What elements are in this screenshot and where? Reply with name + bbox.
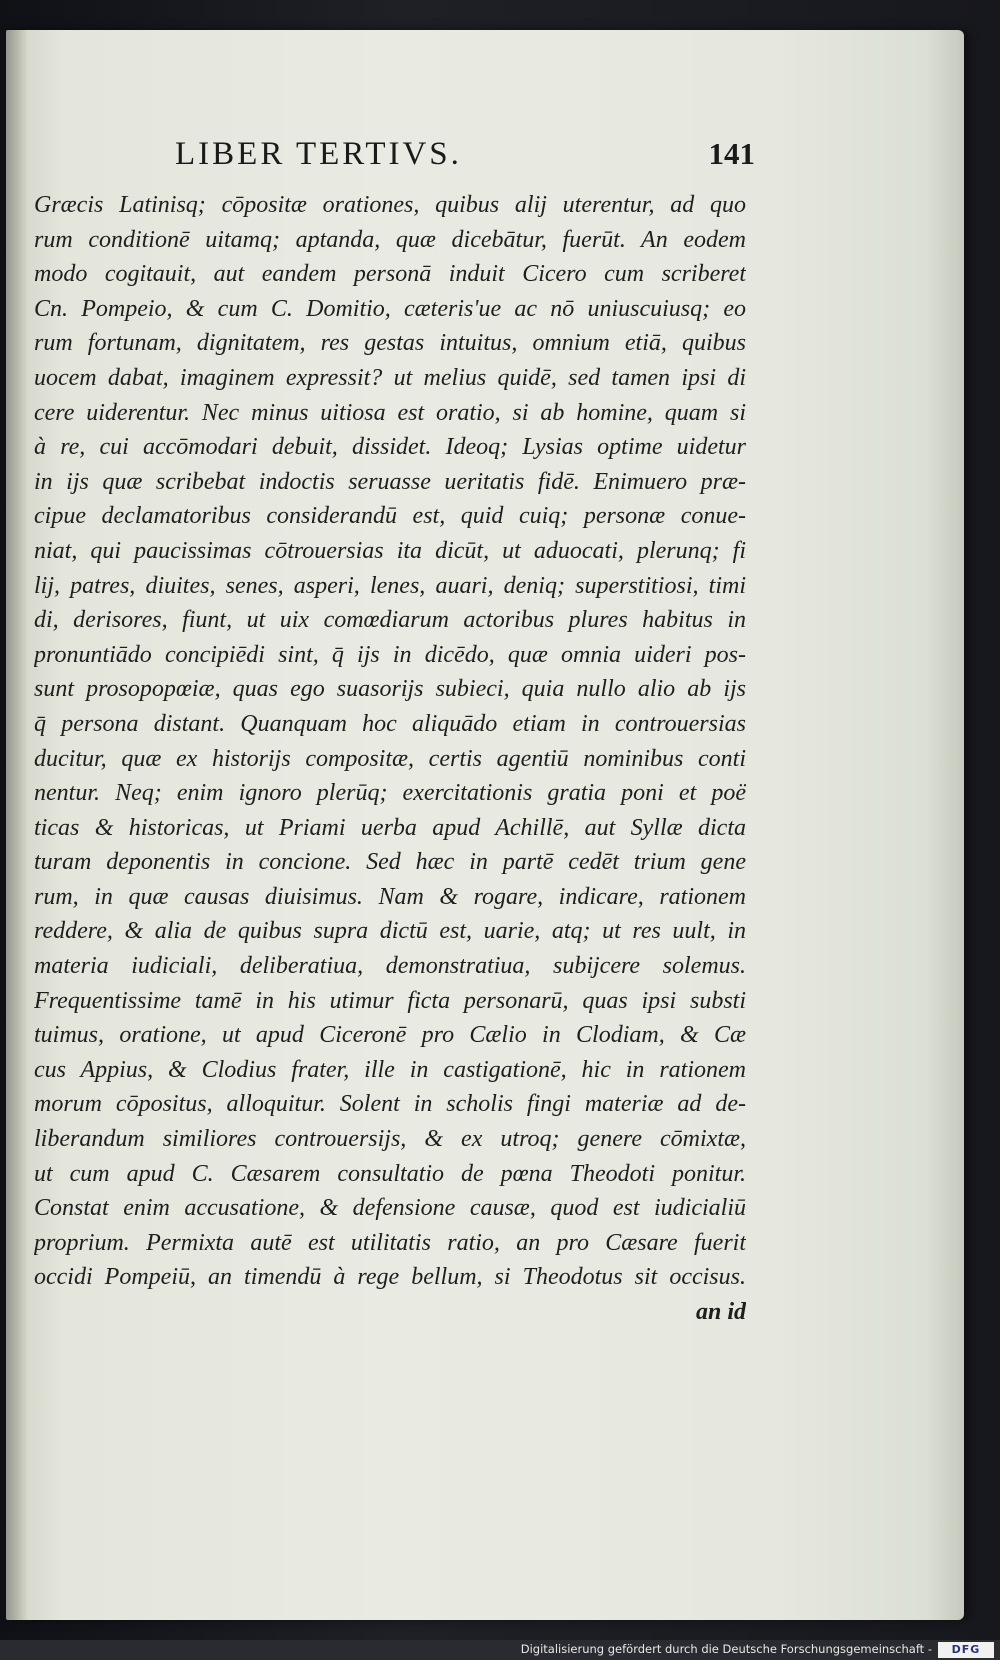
catchword: an id — [695, 1299, 746, 1325]
text-line: rum, in quæ causas diuisimus. Nam & rogare, indicare, rationem — [34, 883, 746, 910]
text-line: Cn. Pompeio, & cum C. Domitio, cæteris'ue ac nō uniuscuiusq; eo — [34, 295, 746, 322]
text-line: modo cogitauit, aut eandem personā induit Cicero cum scriberet — [34, 261, 746, 288]
text-line: rum fortunam, dignitatem, res gestas intuitus, omnium etiā, quibus — [34, 330, 746, 357]
text-line: occidi Pompeiū, an timendū à rege bellum, si Theodotus sit occisus. — [34, 1264, 746, 1291]
text-line: uocem dabat, imaginem expressit? ut melius quidē, sed tamen ipsi di — [34, 364, 746, 391]
text-block — [34, 188, 746, 1330]
text-line: turam deponentis in concione. Sed hæc in partē cedēt trium gene — [34, 849, 746, 876]
text-line: sunt prosopopœiæ, quas ego suasorijs subieci, quia nullo alio ab ijs — [34, 676, 746, 703]
text-line: cus Appius, & Clodius frater, ille in castigationē, hic in rationem — [34, 1056, 746, 1083]
text-line: cere uiderentur. Nec minus uitiosa est oratio, si ab homine, quam si — [34, 399, 746, 426]
footer-credit: Digitalisierung gefördert durch die Deutsche Forschungsgemeinschaft - — [520, 1642, 932, 1656]
running-head: LIBER TERTIVS. — [175, 136, 462, 172]
text-line: in ijs quæ scribebat indoctis seruasse ueritatis fidē. Enimuero præ- — [34, 468, 746, 495]
text-line: reddere, & alia de quibus supra dictū est, uarie, atq; ut res uult, in — [34, 918, 746, 945]
text-line: Frequentissime tamē in his utimur ficta personarū, quas ipsi substi — [34, 987, 746, 1014]
text-line: ducitur, quæ ex historijs compositæ, certis agentiū nominibus conti — [34, 745, 746, 772]
text-line: pronuntiādo concipiēdi sint, q̄ ijs in dicēdo, quæ omnia uideri pos- — [34, 641, 746, 668]
text-line: cipue declamatoribus considerandū est, quid cuiq; personæ conue- — [34, 503, 746, 530]
text-line: morum cōpositus, alloquitur. Solent in scholis fingi materiæ ad de- — [34, 1091, 746, 1118]
dfg-logo: DFG — [938, 1642, 994, 1658]
text-line: lij, patres, diuites, senes, asperi, lenes, auari, deniq; superstitiosi, timi — [34, 572, 746, 599]
footer-bar — [0, 1640, 1000, 1660]
text-line: nentur. Neq; enim ignoro plerūq; exercitationis gratia poni et poë — [34, 780, 746, 807]
page-number: 141 — [708, 136, 755, 171]
text-line: ticas & historicas, ut Priami uerba apud Achillē, aut Syllæ dicta — [34, 814, 746, 841]
text-line: materia iudiciali, deliberatiua, demonstratiua, subijcere solemus. — [34, 953, 746, 980]
text-line: di, derisores, fiunt, ut uix comœdiarum actoribus plures habitus in — [34, 607, 746, 634]
text-line: rum conditionē uitamq; aptanda, quæ dicebātur, fuerūt. An eodem — [34, 226, 746, 253]
text-line: niat, qui paucissimas cōtrouersias ita dicūt, ut aduocati, plerunq; fi — [34, 537, 746, 564]
text-line: q̄ persona distant. Quanquam hoc aliquādo etiam in controuersias — [34, 710, 746, 737]
text-line: à re, cui accōmodari debuit, dissidet. Ideoq; Lysias optime uidetur — [34, 434, 746, 461]
text-line: Græcis Latinisq; cōpositæ orationes, quibus alij uterentur, ad quo — [34, 192, 746, 218]
text-line: ut cum apud C. Cæsarem consultatio de pœna Theodoti ponitur. — [34, 1160, 746, 1187]
page-gutter-shadow — [6, 30, 28, 1620]
page-header — [175, 136, 755, 180]
text-line: proprium. Permixta autē est utilitatis ratio, an pro Cæsare fuerit — [34, 1229, 746, 1256]
text-line: tuimus, oratione, ut apud Ciceronē pro Cælio in Clodiam, & Cæ — [34, 1022, 746, 1049]
text-line: Constat enim accusatione, & defensione causæ, quod est iudicialiū — [34, 1195, 746, 1222]
text-line: liberandum similiores controuersijs, & ex utroq; genere cōmixtæ, — [34, 1126, 746, 1153]
